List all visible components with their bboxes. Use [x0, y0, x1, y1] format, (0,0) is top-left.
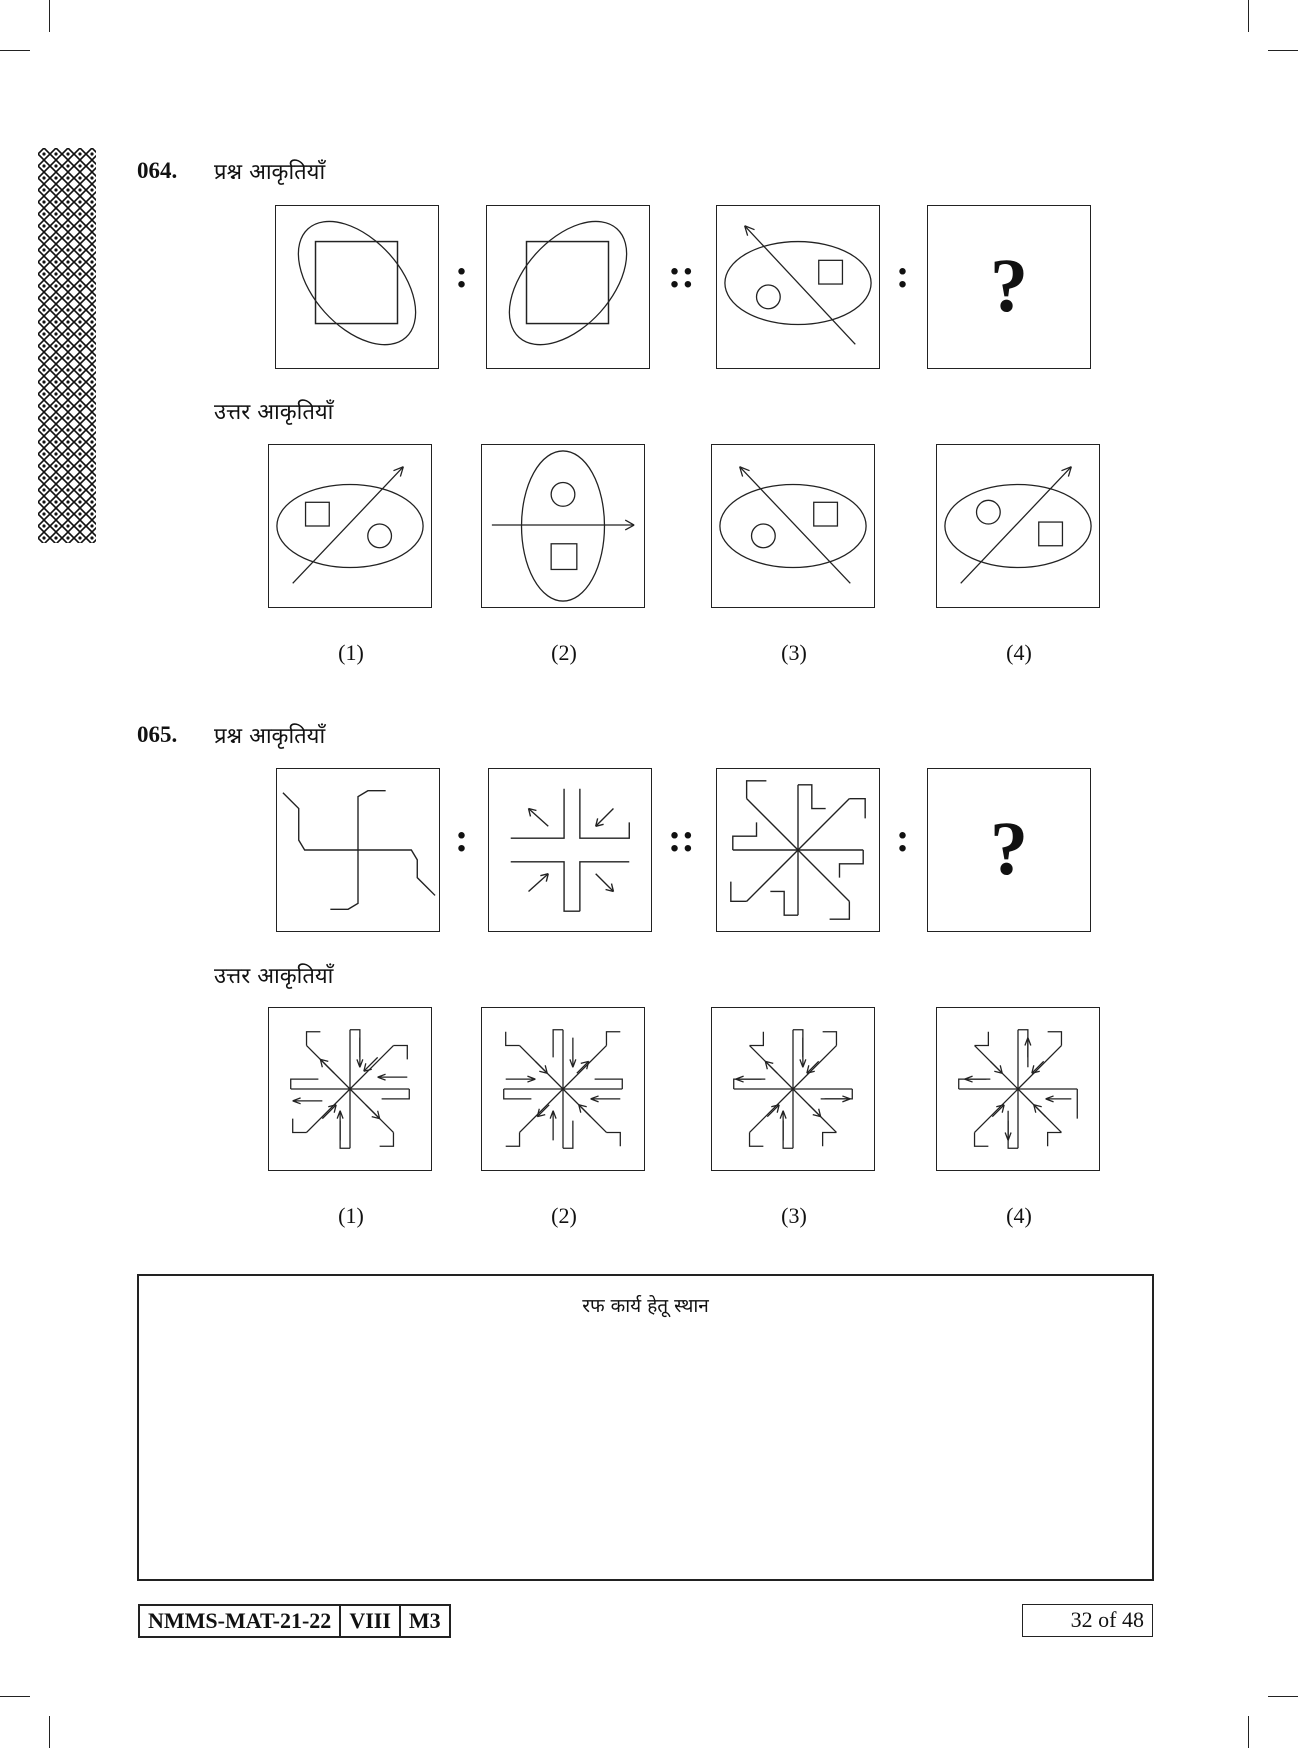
rough-work-area[interactable]	[137, 1274, 1154, 1581]
unknown-figure: ?	[927, 205, 1091, 369]
question-number: 064.	[137, 158, 178, 183]
problem-figure-3	[716, 768, 880, 932]
ratio-colon: :	[455, 251, 469, 296]
option-label: (1)	[338, 640, 364, 665]
answer-option-1[interactable]	[268, 1007, 432, 1171]
ratio-colon: :	[896, 815, 910, 860]
crop-mark	[1268, 50, 1298, 51]
paper-code-table	[138, 1604, 451, 1638]
option-label: (2)	[551, 640, 577, 665]
ratio-colon: :	[896, 251, 910, 296]
set-code: M3	[400, 1605, 450, 1637]
crop-mark	[1248, 1716, 1249, 1748]
crop-mark	[0, 1696, 30, 1697]
problem-figures-heading: प्रश्न आकृतियाँ	[214, 160, 326, 185]
answer-option-2[interactable]	[481, 1007, 645, 1171]
decorative-pattern-icon	[38, 148, 96, 543]
answer-option-3[interactable]	[711, 1007, 875, 1171]
crop-mark	[1268, 1696, 1298, 1697]
class-code: VIII	[340, 1605, 400, 1637]
problem-figure-1	[276, 768, 440, 932]
crop-mark	[1248, 0, 1249, 32]
problem-figure-2	[486, 205, 650, 369]
option-label: (4)	[1006, 1203, 1032, 1228]
ratio-double-colon: ::	[668, 251, 695, 296]
crop-mark	[49, 1716, 50, 1748]
answer-option-4[interactable]	[936, 444, 1100, 608]
option-label: (1)	[338, 1203, 364, 1228]
answer-option-1[interactable]	[268, 444, 432, 608]
option-label: (2)	[551, 1203, 577, 1228]
answer-figures-heading: उत्तर आकृतियाँ	[214, 964, 334, 989]
option-label: (4)	[1006, 640, 1032, 665]
problem-figure-3	[716, 205, 880, 369]
ratio-colon: :	[455, 815, 469, 860]
paper-code: NMMS-MAT-21-22	[139, 1605, 340, 1637]
problem-figure-2	[488, 768, 652, 932]
ratio-double-colon: ::	[668, 815, 695, 860]
option-label: (3)	[781, 1203, 807, 1228]
problem-figures-heading: प्रश्न आकृतियाँ	[214, 724, 326, 749]
problem-figure-1	[275, 205, 439, 369]
option-label: (3)	[781, 640, 807, 665]
answer-figures-heading: उत्तर आकृतियाँ	[214, 400, 334, 425]
answer-option-4[interactable]	[936, 1007, 1100, 1171]
answer-option-2[interactable]	[481, 444, 645, 608]
rough-work-title: रफ कार्य हेतू स्थान	[582, 1295, 709, 1317]
page-number: 32 of 48	[1022, 1604, 1153, 1637]
unknown-figure: ?	[927, 768, 1091, 932]
answer-option-3[interactable]	[711, 444, 875, 608]
crop-mark	[0, 50, 30, 51]
crop-mark	[49, 0, 50, 32]
question-number: 065.	[137, 722, 178, 747]
